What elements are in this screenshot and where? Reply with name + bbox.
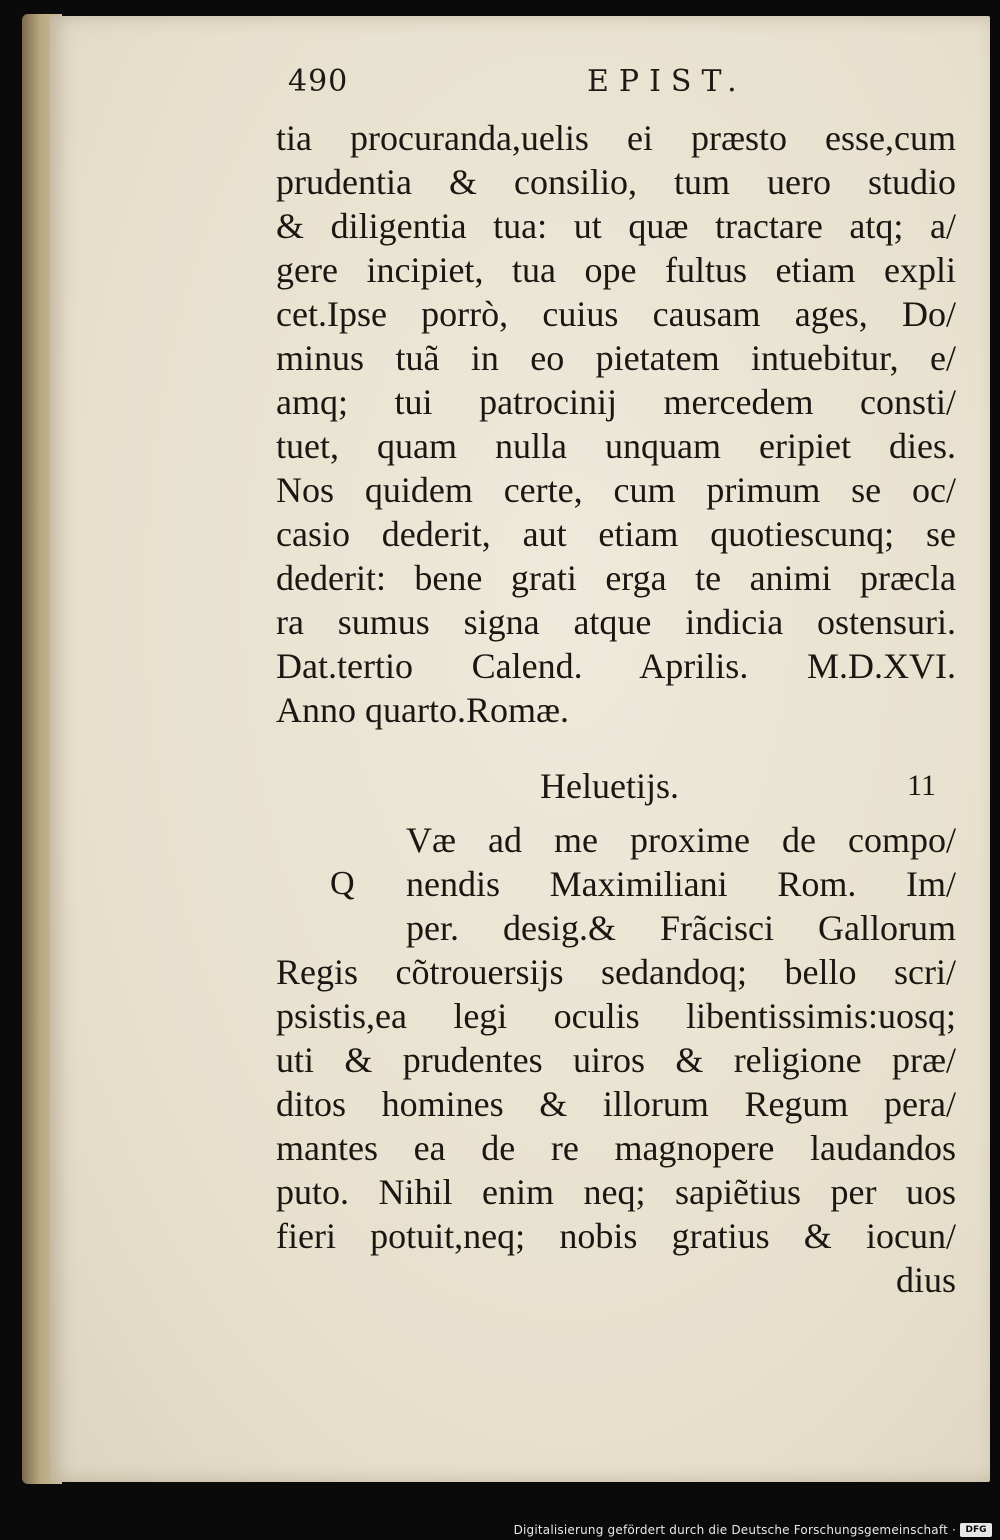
page-number: 490 <box>288 64 349 99</box>
text-line: tuet, quam nulla unquam eripiet dies. <box>276 426 956 466</box>
text-block <box>276 116 956 1302</box>
text-line: Dat.tertio Calend. Aprilis. M.D.XVI. <box>276 646 956 686</box>
text-line: Nos quidem certe, cum primum se oc/ <box>276 470 956 510</box>
text-line: Regis cõtrouersijs sedandoq; bello scri/ <box>276 952 956 992</box>
initial-block <box>276 818 956 950</box>
dfg-logo: DFG <box>960 1523 992 1537</box>
text-line: uti & prudentes uiros & religione præ/ <box>276 1040 956 1080</box>
text-line: gere incipiet, tua ope fultus etiam expli <box>276 250 956 290</box>
text-line: puto. Nihil enim neq; sapiẽtius per uos <box>276 1172 956 1212</box>
text-line: prudentia & consilio, tum uero studio <box>276 162 956 202</box>
text-line: minus tuã in eo pietatem intuebitur, e/ <box>276 338 956 378</box>
text-line: casio dederit, aut etiam quotiescunq; se <box>276 514 956 554</box>
text-line: cet.Ipse porrò, cuius causam ages, Do/ <box>276 294 956 334</box>
text-line: amq; tui patrocinij mercedem consti/ <box>276 382 956 422</box>
text-line: mantes ea de re magnopere laudandos <box>276 1128 956 1168</box>
text-line: ditos homines & illorum Regum pera/ <box>276 1084 956 1124</box>
letter-addressee: Heluetijs. <box>540 766 679 806</box>
catchword: dius <box>895 1260 956 1300</box>
footer-credit: Digitalisierung gefördert durch die Deutsche Forschungsgemeinschaft · <box>513 1523 956 1537</box>
text-line: & diligentia tua: ut quæ tractare atq; a/ <box>276 206 956 246</box>
digitization-footer <box>0 1520 1000 1540</box>
text-line: ra sumus signa atque indicia ostensuri. <box>276 602 956 642</box>
running-title: EPIST. <box>587 64 747 99</box>
text-line: dederit: bene grati erga te animi præcla <box>276 558 956 598</box>
running-head <box>50 64 990 104</box>
text-line: fieri potuit,neq; nobis gratius & iocun/ <box>276 1216 956 1256</box>
guide-letter: Q <box>330 865 355 902</box>
letter-number: 11 <box>907 769 936 802</box>
text-line: psistis,ea legi oculis libentissimis:uosq; <box>276 996 956 1036</box>
text-line: Væ ad me proxime de compo/ <box>406 820 956 860</box>
indented-lines <box>406 818 956 950</box>
text-line: tia procuranda,uelis ei præsto esse,cum <box>276 118 956 158</box>
text-line: nendis Maximiliani Rom. Im/ <box>406 864 956 904</box>
book-page <box>50 16 990 1482</box>
letter-heading <box>276 758 956 818</box>
text-line: Anno quarto.Romæ. <box>276 690 569 730</box>
text-line: per. desig.& Frãcisci Gallorum <box>406 908 956 948</box>
